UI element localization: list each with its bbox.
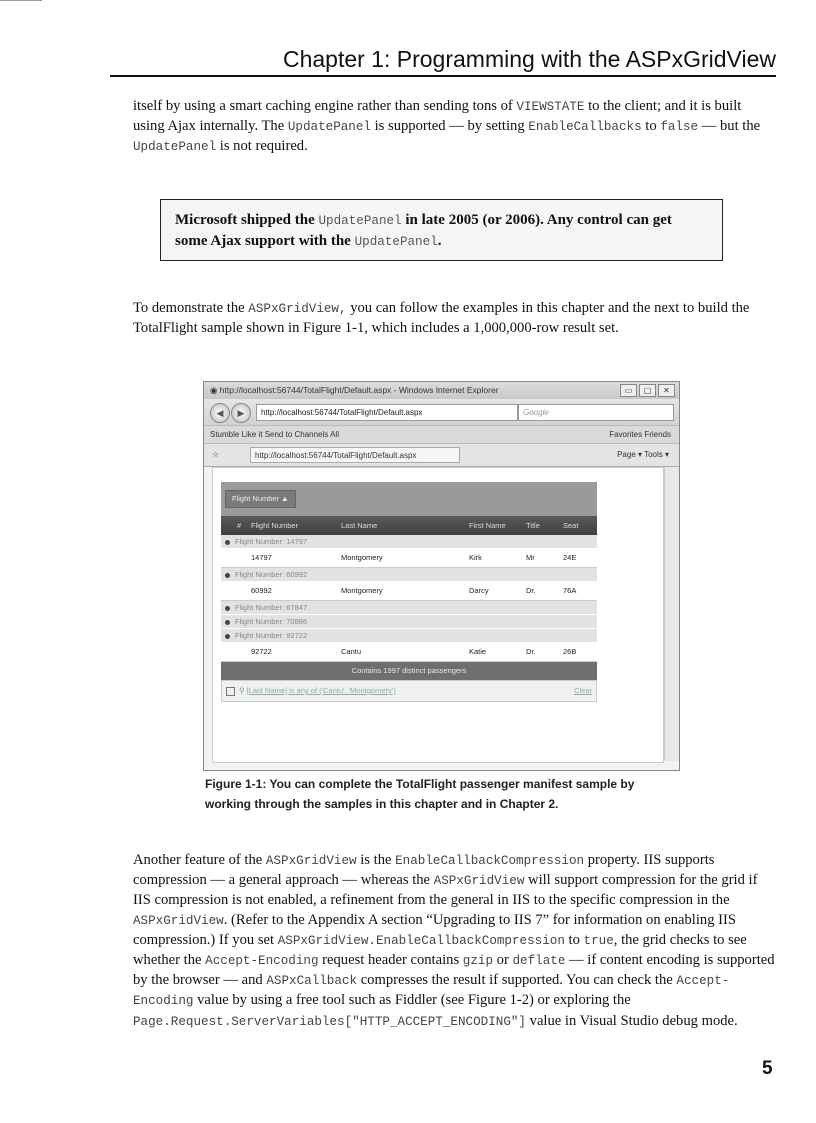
web-page (212, 467, 664, 763)
group-row[interactable]: Flight Number: 92722 (221, 629, 597, 643)
table-row[interactable]: 92722 Cantu Katie Dr. 26B (221, 643, 597, 662)
corner-mark (0, 0, 42, 4)
group-row[interactable]: Flight Number: 60992 (221, 568, 597, 582)
paragraph-2: To demonstrate the ASPxGridView, you can follow the examples in this chapter and the next to build the TotalFlight sample shown in Figure 1-1, which includes a 1,000,000-row result set. (133, 300, 750, 337)
scrollbar[interactable] (664, 467, 679, 761)
figure-caption: Figure 1-1: You can complete the TotalFlight passenger manifest sample by working through the samples in this chapter and in Chapter 2. (205, 777, 635, 811)
group-panel (221, 482, 597, 516)
maximize-icon[interactable]: ▢ (639, 384, 656, 397)
group-row[interactable]: Flight Number: 14797 (221, 535, 597, 549)
forward-icon[interactable]: ▶ (231, 403, 251, 423)
star-icon[interactable]: ☆ (212, 450, 220, 459)
col-header[interactable]: Title (526, 521, 540, 530)
table-row[interactable]: 14797 Montgomery Kirk Mr 24E (221, 549, 597, 568)
aspx-grid-view (221, 482, 597, 702)
grid-footer: Contains 1997 distinct passengers (221, 662, 597, 680)
browser-tab[interactable]: http://localhost:56744/TotalFlight/Default.aspx (250, 447, 460, 463)
paragraph-3: Another feature of the ASPxGridView is the EnableCallbackCompression property. IIS supports compression — a general approach — whereas the ASPxGridView will support compression for the grid if IIS compression is not enabled, a refinement from the general in IIS to the specific compression in the ASPxGridView. (Refer to the Appendix A section “Upgrading to IIS 7” for information on enabling IIS compression.) If you set ASPxGridView.EnableCallbackCompression to true, the grid checks to see whether the Accept-Encoding request header contains gzip or deflate — if content encoding is supported by the browser — and ASPxCallback compresses the result if supported. You can check the Accept-Encoding value by using a free tool such as Fiddler (see Figure 1-2) or exploring the Page.Request.ServerVariables["HTTP_ACCEPT_ENCODING"] value in Visual Studio debug mode. (133, 852, 775, 1029)
table-row[interactable]: 60992 Montgomery Darcy Dr. 76A (221, 582, 597, 601)
col-header[interactable]: Seat (563, 521, 579, 530)
filter-icon: ⚲ (239, 686, 247, 695)
chapter-header: Chapter 1: Programming with the ASPxGridView (110, 44, 776, 77)
ie-toolbar: Stumble Like it Send to Channels All Favorites Friends (204, 425, 679, 443)
ie-address-bar (204, 399, 679, 425)
paragraph-1: itself by using a smart caching engine rather than sending tons of VIEWSTATE to the client; and it is built using Ajax internally. The UpdatePanel is supported — by setting EnableCallbacks to false — but the UpdatePanel is not required. (133, 98, 761, 155)
minimize-icon[interactable]: ▭ (620, 384, 637, 397)
filter-expression[interactable]: [Last Name] is any of ('Cantu', 'Montgomery') (246, 686, 396, 695)
group-row[interactable]: Flight Number: 67847 (221, 601, 597, 615)
ie-icon: ◉ (210, 385, 220, 395)
group-row[interactable]: Flight Number: 70886 (221, 615, 597, 629)
figure-screenshot (203, 381, 680, 771)
filter-checkbox[interactable] (226, 687, 235, 696)
col-header[interactable]: Flight Number (251, 521, 299, 530)
col-header[interactable]: Last Name (341, 521, 378, 530)
clear-filter-link[interactable]: Clear (574, 686, 592, 695)
note-box: Microsoft shipped the UpdatePanel in late 2005 (or 2006). Any control can get some Ajax support with the UpdatePanel. (160, 199, 723, 261)
filter-bar (221, 680, 597, 702)
ie-favorites-bar: ☆ http://localhost:56744/TotalFlight/Default.aspx Page ▾ Tools ▾ (204, 443, 679, 467)
address-input[interactable]: http://localhost:56744/TotalFlight/Default.aspx (256, 404, 518, 421)
group-chip-flight-number[interactable]: Flight Number ▲ (225, 490, 296, 508)
close-icon[interactable]: ✕ (658, 384, 675, 397)
grid-header (221, 516, 597, 535)
col-header[interactable]: First Name (469, 521, 506, 530)
search-input[interactable]: Google (518, 404, 674, 421)
back-icon[interactable]: ◀ (210, 403, 230, 423)
ie-title-bar: ◉ http://localhost:56744/TotalFlight/Default.aspx - Windows Internet Explorer ▭ ▢ ✕ (204, 382, 679, 399)
col-header[interactable]: # (237, 521, 242, 530)
page-number: 5 (762, 1058, 773, 1079)
